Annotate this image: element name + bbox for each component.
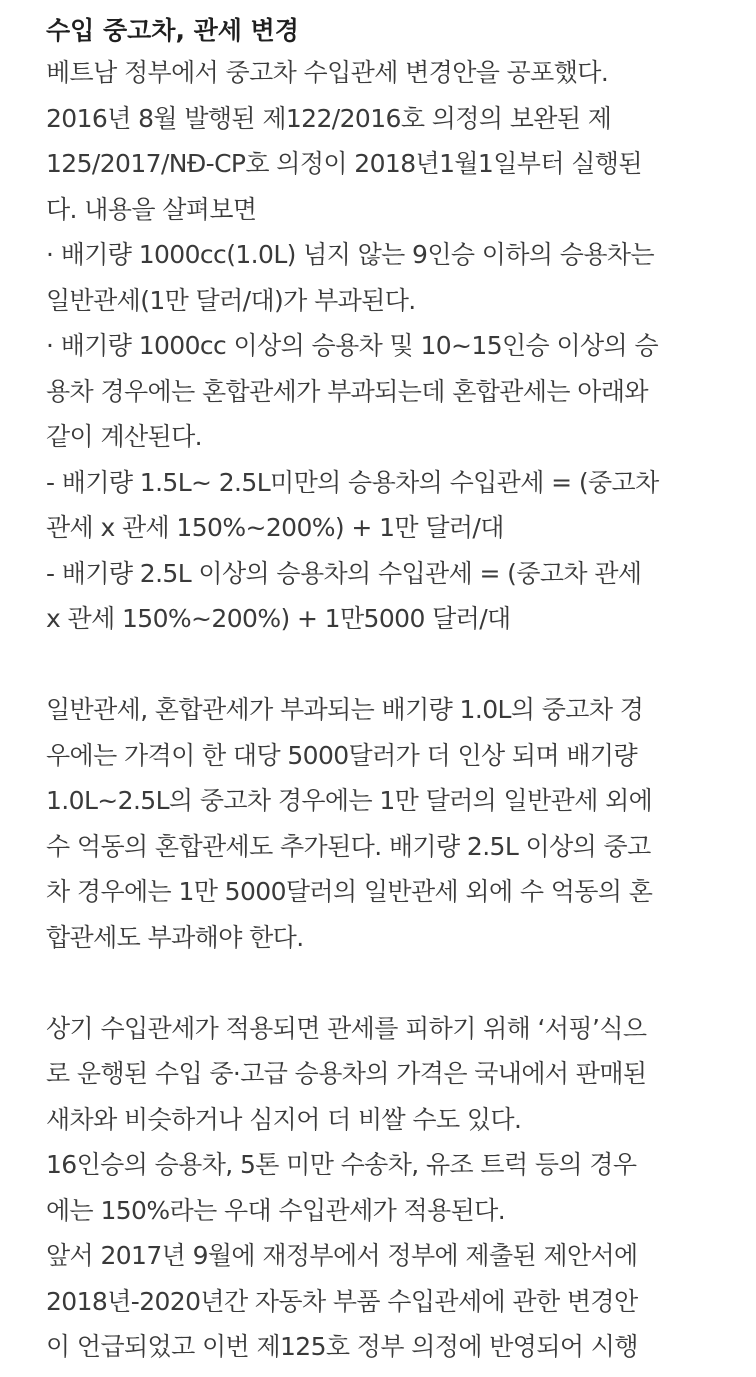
text-line: 2016년 8월 발행된 제122/2016호 의정의 보완된 제 <box>46 103 612 133</box>
text-line: 앞서 2017년 9월에 재정부에서 정부에 제출된 제안서에 <box>46 1241 638 1270</box>
text-line: 로 운행된 수입 중·고급 승용차의 가격은 국내에서 판매된 <box>46 1059 647 1088</box>
paragraph-2 <box>46 687 726 960</box>
paragraph-3 <box>46 1006 726 1370</box>
text-line: 125/2017/NĐ-CP호 의정이 2018년1월1일부터 실행된 <box>46 149 642 178</box>
text-line: 수 억동의 혼합관세도 추가된다. 배기량 2.5L 이상의 중고 <box>46 831 651 861</box>
text-line: - 배기량 2.5L 이상의 승용차의 수입관세 = (중고차 관세 <box>46 558 642 588</box>
paragraph-spacer <box>46 642 726 688</box>
text-line: 16인승의 승용차, 5톤 미만 수송차, 유조 트럭 등의 경우 <box>46 1150 637 1179</box>
text-line: 1.0L~2.5L의 중고차 경우에는 1만 달러의 일반관세 외에 <box>46 786 653 815</box>
text-line: 베트남 정부에서 중고차 수입관세 변경안을 공포했다. <box>46 58 609 87</box>
article-title: 수입 중고차, 관세 변경 <box>46 16 299 45</box>
text-line: x 관세 150%~200%) + 1만5000 달러/대 <box>46 604 511 633</box>
text-line: 우에는 가격이 한 대당 5000달러가 더 인상 되며 배기량 <box>46 740 637 770</box>
article <box>46 12 726 1370</box>
text-line: 용차 경우에는 혼합관세가 부과되는데 혼합관세는 아래와 <box>46 376 648 406</box>
text-line: 일반관세(1만 달러/대)가 부과된다. <box>46 285 416 315</box>
text-line: · 배기량 1000cc 이상의 승용차 및 10~15인승 이상의 승 <box>46 331 659 360</box>
text-line: 다. 내용을 살펴보면 <box>46 194 257 224</box>
text-line: 관세 x 관세 150%~200%) + 1만 달러/대 <box>46 513 504 542</box>
text-line: 상기 수입관세가 적용되면 관세를 피하기 위해 ‘서핑’식으 <box>46 1013 647 1043</box>
text-line: 새차와 비슷하거나 심지어 더 비쌀 수도 있다. <box>46 1104 522 1134</box>
text-line: 합관세도 부과해야 한다. <box>46 922 304 952</box>
text-line: 2018년-2020년간 자동차 부품 수입관세에 관한 변경안 <box>46 1286 638 1316</box>
text-line: 에는 150%라는 우대 수입관세가 적용된다. <box>46 1195 506 1225</box>
text-line: - 배기량 1.5L~ 2.5L미만의 승용차의 수입관세 = (중고차 <box>46 467 659 497</box>
paragraph-1 <box>46 50 726 642</box>
text-line: 일반관세, 혼합관세가 부과되는 배기량 1.0L의 중고차 경 <box>46 695 644 724</box>
text-line: 이 언급되었고 이번 제125호 정부 의정에 반영되어 시행 <box>46 1332 638 1361</box>
text-line: · 배기량 1000cc(1.0L) 넘지 않는 9인승 이하의 승용차는 <box>46 240 654 269</box>
text-line: 차 경우에는 1만 5000달러의 일반관세 외에 수 억동의 혼 <box>46 877 653 906</box>
paragraph-spacer <box>46 960 726 1006</box>
text-line: 같이 계산된다. <box>46 422 202 451</box>
